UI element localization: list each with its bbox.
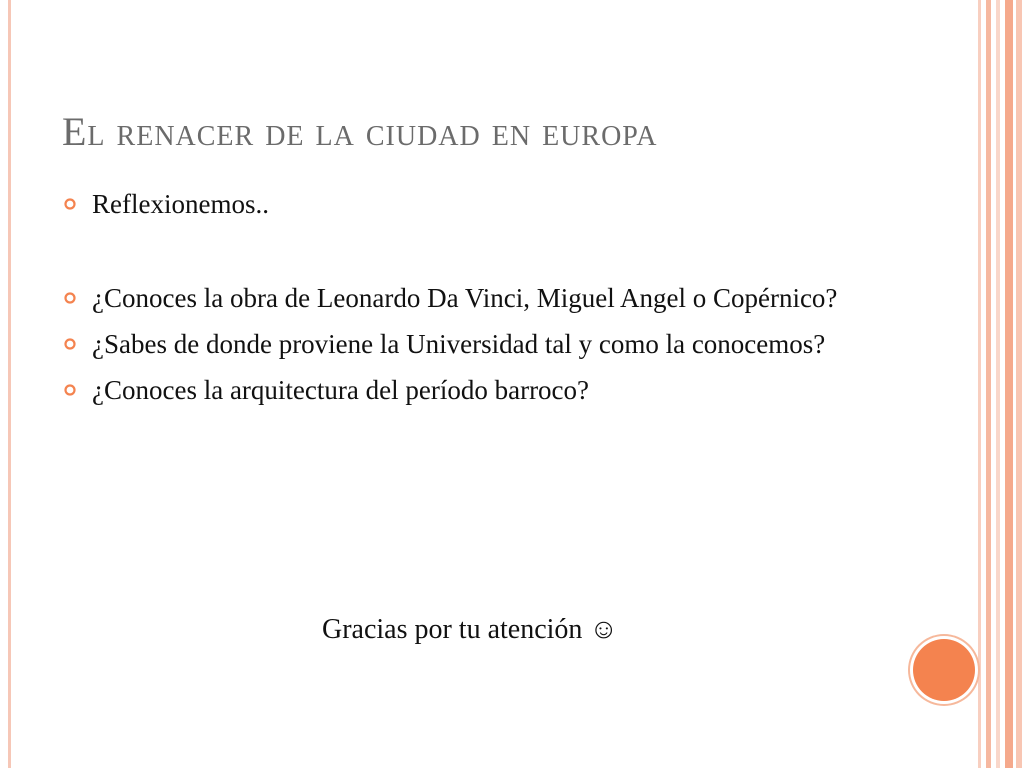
stripe (1005, 0, 1013, 768)
bullet-marker-icon (64, 338, 76, 350)
bullet-list (62, 185, 882, 409)
stripe (1016, 0, 1022, 768)
decorative-circle (913, 639, 975, 701)
bullet-text: ¿Conoces la obra de Leonardo Da Vinci, Miguel Angel o Copérnico? (92, 283, 838, 313)
bullet-marker-icon (64, 198, 76, 210)
stripe (978, 0, 981, 768)
stripe (986, 0, 991, 768)
bullet-item (62, 371, 882, 409)
closing-text: Gracias por tu atención ☺ (321, 614, 619, 645)
bullet-marker-icon (64, 292, 76, 304)
bullet-text: ¿Sabes de donde proviene la Universidad tal y como la conocemos? (92, 329, 826, 359)
decorative-stripes (974, 0, 1024, 768)
bullet-marker-icon (64, 384, 76, 396)
bullet-item (62, 279, 882, 317)
bullet-item (62, 325, 882, 363)
bullet-text: Reflexionemos.. (92, 189, 269, 219)
bullet-text: ¿Conoces la arquitectura del período barroco? (92, 375, 590, 405)
bullet-item (62, 185, 882, 223)
left-border-line (8, 0, 11, 768)
slide-title: El renacer de la ciudad en europa (62, 109, 658, 154)
stripe (996, 0, 1000, 768)
